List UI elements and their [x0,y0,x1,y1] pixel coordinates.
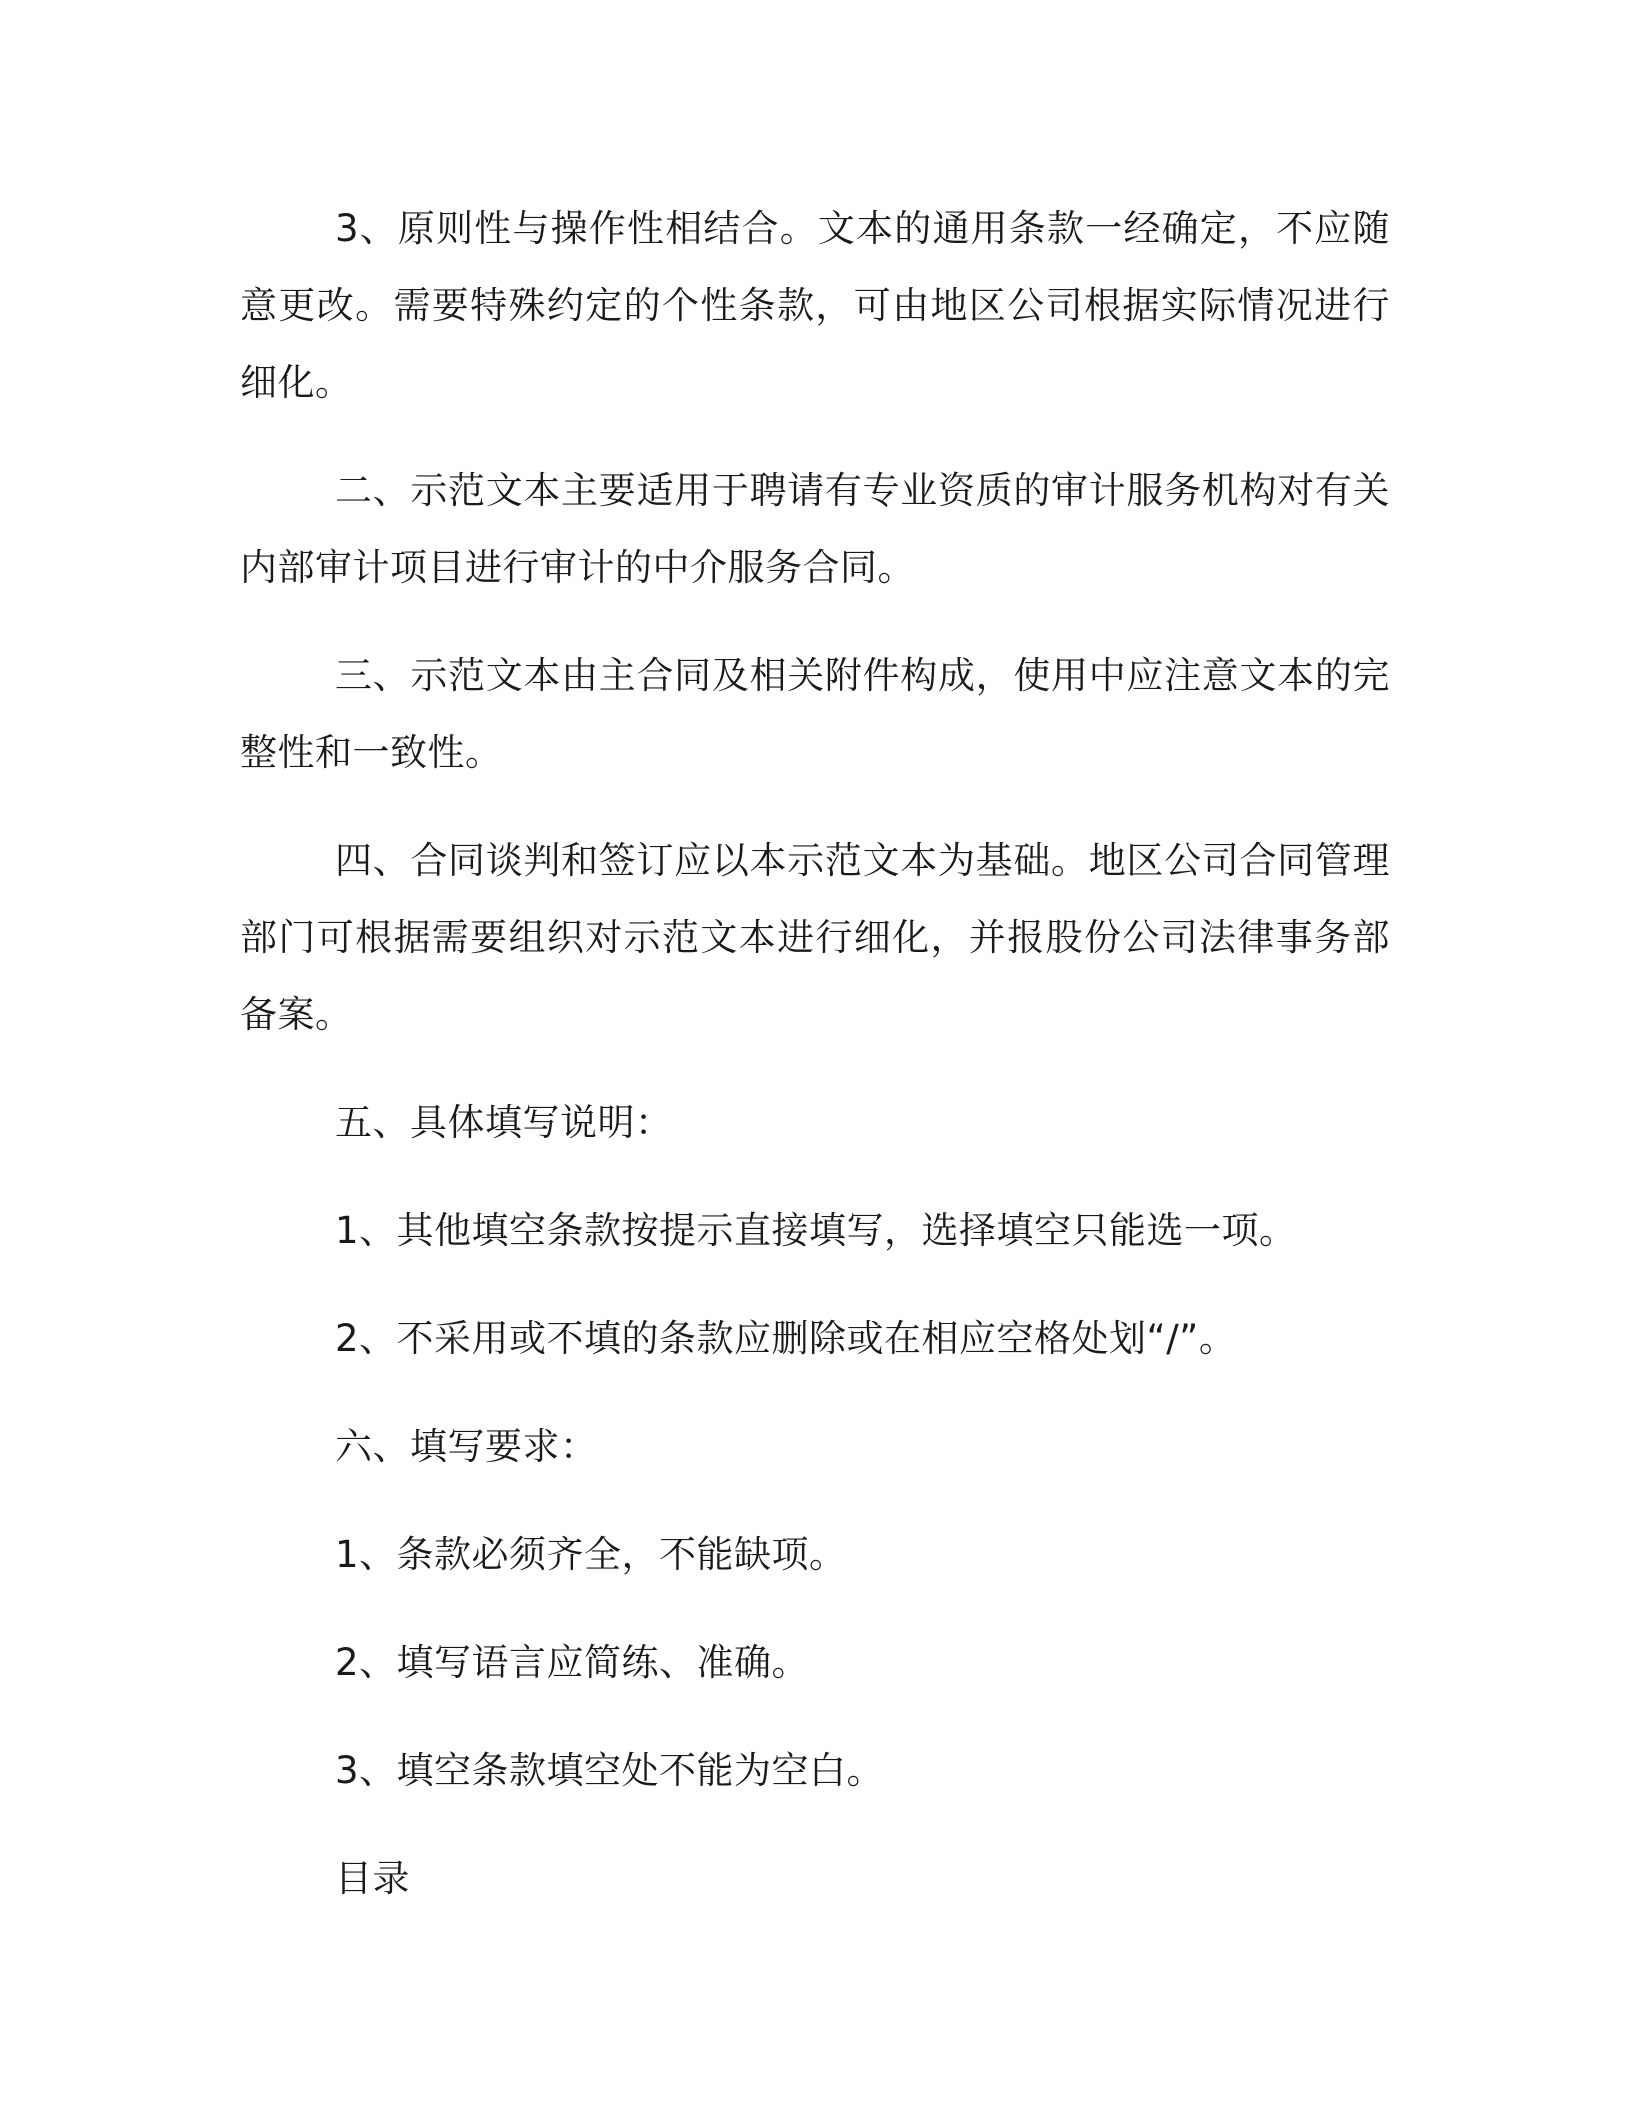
list-item-requirement-3: 3、填空条款填空处不能为空白。 [335,1749,885,1792]
list-item-fill-2: 2、不采用或不填的条款应删除或在相应空格处划“/”。 [335,1317,1237,1360]
list-item-requirement-1: 1、条款必须齐全，不能缺项。 [335,1533,847,1576]
paragraph-negotiation: 四、合同谈判和签订应以本示范文本为基础。地区公司合同管理部门可根据需要组织对示范文本进行细化，并报股份公司法律事务部备案。 [240,839,1390,1036]
list-item-requirement-2: 2、填写语言应简练、准确。 [335,1641,810,1684]
table-of-contents-heading: 目录 [335,1857,410,1900]
paragraph-principle-operability: 3、原则性与操作性相结合。文本的通用条款一经确定，不应随意更改。需要特殊约定的个性条款，可由地区公司根据实际情况进行细化。 [240,207,1390,404]
document-page [240,190,1390,1950]
paragraph-scope: 二、示范文本主要适用于聘请有专业资质的审计服务机构对有关内部审计项目进行审计的中介服务合同。 [240,469,1390,589]
section-heading-fill-instructions: 五、具体填写说明： [335,1101,673,1144]
list-item-fill-1: 1、其他填空条款按提示直接填写，选择填空只能选一项。 [335,1209,1297,1252]
section-heading-fill-requirements: 六、填写要求： [335,1425,598,1468]
paragraph-composition: 三、示范文本由主合同及相关附件构成，使用中应注意文本的完整性和一致性。 [240,654,1390,774]
